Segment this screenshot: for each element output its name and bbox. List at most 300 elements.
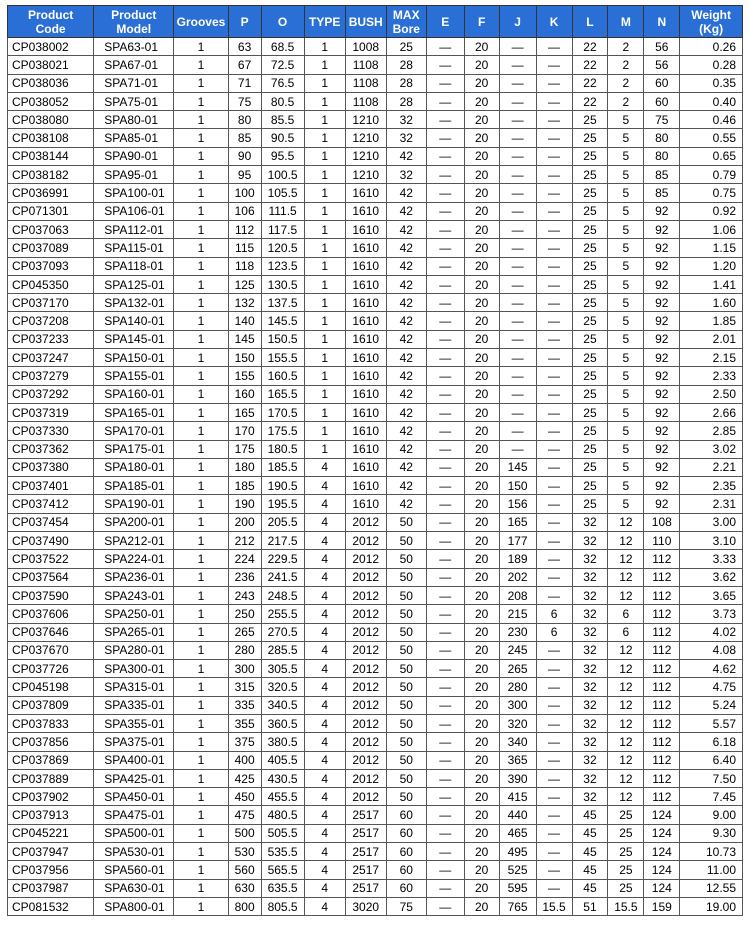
cell-product-model: SPA530-01	[94, 843, 174, 861]
cell-k: —	[536, 769, 572, 787]
cell-o: 205.5	[261, 513, 304, 531]
cell-p: 140	[228, 312, 261, 330]
cell-f: 20	[464, 568, 499, 586]
cell-weight: 1.41	[680, 275, 743, 293]
table-row	[8, 532, 743, 550]
cell-p: 280	[228, 641, 261, 659]
cell-k: —	[536, 550, 572, 568]
cell-n: 60	[644, 92, 680, 110]
cell-n: 112	[644, 605, 680, 623]
cell-type: 4	[304, 824, 345, 842]
cell-type: 1	[304, 330, 345, 348]
cell-bush: 2012	[345, 568, 386, 586]
cell-grooves: 1	[174, 623, 228, 641]
cell-f: 20	[464, 275, 499, 293]
cell-type: 4	[304, 897, 345, 915]
cell-f: 20	[464, 879, 499, 897]
header-n: N	[644, 6, 680, 38]
cell-o: 285.5	[261, 641, 304, 659]
cell-bush: 2012	[345, 532, 386, 550]
cell-j: —	[499, 385, 536, 403]
cell-p: 95	[228, 166, 261, 184]
cell-e: —	[426, 294, 464, 312]
cell-product-model: SPA630-01	[94, 879, 174, 897]
header-product-model: Product Model	[94, 6, 174, 38]
cell-l: 25	[572, 202, 608, 220]
cell-grooves: 1	[174, 330, 228, 348]
cell-e: —	[426, 367, 464, 385]
cell-k: —	[536, 184, 572, 202]
cell-product-code: CP037412	[8, 495, 94, 513]
cell-grooves: 1	[174, 861, 228, 879]
cell-o: 80.5	[261, 92, 304, 110]
cell-grooves: 1	[174, 440, 228, 458]
cell-product-code: CP037809	[8, 696, 94, 714]
table-row	[8, 458, 743, 476]
cell-product-model: SPA90-01	[94, 147, 174, 165]
cell-bush: 2012	[345, 733, 386, 751]
cell-type: 1	[304, 129, 345, 147]
cell-n: 124	[644, 824, 680, 842]
cell-k: —	[536, 843, 572, 861]
cell-m: 5	[608, 275, 644, 293]
cell-grooves: 1	[174, 349, 228, 367]
cell-p: 155	[228, 367, 261, 385]
cell-grooves: 1	[174, 312, 228, 330]
cell-o: 805.5	[261, 897, 304, 915]
cell-n: 92	[644, 458, 680, 476]
cell-j: 765	[499, 897, 536, 915]
cell-max-bore: 50	[386, 513, 426, 531]
cell-product-model: SPA265-01	[94, 623, 174, 641]
cell-n: 112	[644, 714, 680, 732]
cell-o: 505.5	[261, 824, 304, 842]
cell-grooves: 1	[174, 495, 228, 513]
cell-e: —	[426, 769, 464, 787]
cell-grooves: 1	[174, 513, 228, 531]
header-k: K	[536, 6, 572, 38]
cell-grooves: 1	[174, 751, 228, 769]
cell-o: 255.5	[261, 605, 304, 623]
cell-o: 565.5	[261, 861, 304, 879]
cell-o: 195.5	[261, 495, 304, 513]
cell-max-bore: 42	[386, 495, 426, 513]
header-l: L	[572, 6, 608, 38]
cell-e: —	[426, 74, 464, 92]
cell-j: —	[499, 422, 536, 440]
cell-j: 340	[499, 733, 536, 751]
cell-o: 105.5	[261, 184, 304, 202]
cell-j: —	[499, 440, 536, 458]
cell-m: 5	[608, 422, 644, 440]
cell-product-code: CP037947	[8, 843, 94, 861]
cell-j: —	[499, 111, 536, 129]
cell-f: 20	[464, 38, 499, 56]
cell-weight: 9.30	[680, 824, 743, 842]
cell-type: 4	[304, 751, 345, 769]
cell-type: 4	[304, 769, 345, 787]
cell-k: —	[536, 733, 572, 751]
cell-k: —	[536, 403, 572, 421]
cell-product-model: SPA85-01	[94, 129, 174, 147]
cell-n: 75	[644, 111, 680, 129]
cell-product-model: SPA175-01	[94, 440, 174, 458]
cell-l: 45	[572, 806, 608, 824]
cell-p: 800	[228, 897, 261, 915]
cell-p: 530	[228, 843, 261, 861]
cell-k: —	[536, 74, 572, 92]
header-bush: BUSH	[345, 6, 386, 38]
cell-f: 20	[464, 257, 499, 275]
cell-weight: 0.26	[680, 38, 743, 56]
cell-n: 85	[644, 166, 680, 184]
cell-type: 1	[304, 257, 345, 275]
table-row	[8, 824, 743, 842]
cell-weight: 12.55	[680, 879, 743, 897]
cell-type: 4	[304, 806, 345, 824]
cell-f: 20	[464, 147, 499, 165]
cell-bush: 2012	[345, 696, 386, 714]
cell-j: 177	[499, 532, 536, 550]
table-row	[8, 605, 743, 623]
cell-n: 92	[644, 202, 680, 220]
table-row	[8, 550, 743, 568]
cell-type: 4	[304, 641, 345, 659]
cell-type: 1	[304, 385, 345, 403]
cell-type: 1	[304, 56, 345, 74]
cell-j: 390	[499, 769, 536, 787]
cell-m: 5	[608, 440, 644, 458]
cell-product-model: SPA115-01	[94, 239, 174, 257]
cell-product-model: SPA75-01	[94, 92, 174, 110]
cell-p: 106	[228, 202, 261, 220]
cell-grooves: 1	[174, 422, 228, 440]
cell-product-code: CP038108	[8, 129, 94, 147]
cell-max-bore: 42	[386, 477, 426, 495]
cell-l: 32	[572, 605, 608, 623]
cell-max-bore: 32	[386, 129, 426, 147]
cell-k: —	[536, 349, 572, 367]
cell-n: 92	[644, 312, 680, 330]
table-row	[8, 751, 743, 769]
table-row	[8, 586, 743, 604]
cell-max-bore: 28	[386, 56, 426, 74]
cell-k: —	[536, 294, 572, 312]
cell-weight: 3.02	[680, 440, 743, 458]
table-row	[8, 422, 743, 440]
cell-m: 5	[608, 166, 644, 184]
cell-o: 340.5	[261, 696, 304, 714]
cell-m: 12	[608, 696, 644, 714]
cell-l: 32	[572, 660, 608, 678]
cell-product-model: SPA475-01	[94, 806, 174, 824]
cell-f: 20	[464, 714, 499, 732]
cell-m: 12	[608, 532, 644, 550]
cell-m: 12	[608, 751, 644, 769]
cell-product-code: CP038036	[8, 74, 94, 92]
cell-j: 280	[499, 678, 536, 696]
cell-e: —	[426, 184, 464, 202]
cell-weight: 0.35	[680, 74, 743, 92]
cell-j: 465	[499, 824, 536, 842]
cell-product-model: SPA145-01	[94, 330, 174, 348]
cell-j: 525	[499, 861, 536, 879]
cell-p: 425	[228, 769, 261, 787]
cell-max-bore: 50	[386, 678, 426, 696]
cell-p: 450	[228, 788, 261, 806]
cell-f: 20	[464, 623, 499, 641]
cell-e: —	[426, 879, 464, 897]
cell-max-bore: 50	[386, 714, 426, 732]
cell-j: 215	[499, 605, 536, 623]
table-row	[8, 184, 743, 202]
cell-o: 180.5	[261, 440, 304, 458]
cell-n: 92	[644, 220, 680, 238]
cell-o: 535.5	[261, 843, 304, 861]
table-row	[8, 275, 743, 293]
cell-product-model: SPA560-01	[94, 861, 174, 879]
cell-product-code: CP037089	[8, 239, 94, 257]
cell-o: 90.5	[261, 129, 304, 147]
cell-weight: 0.55	[680, 129, 743, 147]
cell-j: —	[499, 367, 536, 385]
cell-product-model: SPA236-01	[94, 568, 174, 586]
cell-n: 110	[644, 532, 680, 550]
cell-max-bore: 42	[386, 202, 426, 220]
cell-l: 25	[572, 403, 608, 421]
cell-n: 112	[644, 696, 680, 714]
cell-p: 63	[228, 38, 261, 56]
cell-o: 380.5	[261, 733, 304, 751]
cell-p: 132	[228, 294, 261, 312]
cell-max-bore: 42	[386, 440, 426, 458]
cell-k: —	[536, 879, 572, 897]
cell-f: 20	[464, 678, 499, 696]
cell-weight: 2.85	[680, 422, 743, 440]
cell-n: 112	[644, 751, 680, 769]
cell-j: —	[499, 294, 536, 312]
cell-p: 150	[228, 349, 261, 367]
table-row	[8, 660, 743, 678]
table-header-row	[8, 6, 743, 38]
cell-grooves: 1	[174, 403, 228, 421]
cell-product-code: CP037889	[8, 769, 94, 787]
cell-weight: 0.28	[680, 56, 743, 74]
cell-f: 20	[464, 477, 499, 495]
cell-o: 217.5	[261, 532, 304, 550]
cell-product-code: CP037856	[8, 733, 94, 751]
cell-o: 85.5	[261, 111, 304, 129]
header-j: J	[499, 6, 536, 38]
cell-o: 100.5	[261, 166, 304, 184]
cell-type: 1	[304, 294, 345, 312]
cell-l: 32	[572, 641, 608, 659]
cell-type: 1	[304, 275, 345, 293]
cell-max-bore: 42	[386, 294, 426, 312]
cell-type: 1	[304, 92, 345, 110]
cell-product-code: CP037093	[8, 257, 94, 275]
cell-grooves: 1	[174, 184, 228, 202]
cell-max-bore: 42	[386, 147, 426, 165]
cell-l: 25	[572, 349, 608, 367]
cell-product-model: SPA112-01	[94, 220, 174, 238]
cell-p: 236	[228, 568, 261, 586]
cell-p: 115	[228, 239, 261, 257]
cell-product-code: CP038182	[8, 166, 94, 184]
cell-product-code: CP037902	[8, 788, 94, 806]
cell-weight: 0.75	[680, 184, 743, 202]
cell-m: 5	[608, 220, 644, 238]
cell-bush: 1610	[345, 220, 386, 238]
cell-o: 405.5	[261, 751, 304, 769]
cell-weight: 2.35	[680, 477, 743, 495]
header-max-bore: MAX Bore	[386, 6, 426, 38]
cell-f: 20	[464, 330, 499, 348]
cell-bush: 1610	[345, 330, 386, 348]
cell-weight: 11.00	[680, 861, 743, 879]
cell-f: 20	[464, 385, 499, 403]
cell-weight: 7.45	[680, 788, 743, 806]
cell-f: 20	[464, 897, 499, 915]
cell-k: —	[536, 477, 572, 495]
cell-grooves: 1	[174, 641, 228, 659]
cell-k: —	[536, 495, 572, 513]
cell-e: —	[426, 202, 464, 220]
cell-grooves: 1	[174, 769, 228, 787]
cell-weight: 6.18	[680, 733, 743, 751]
cell-product-code: CP037401	[8, 477, 94, 495]
cell-o: 480.5	[261, 806, 304, 824]
cell-type: 1	[304, 440, 345, 458]
cell-product-code: CP081532	[8, 897, 94, 915]
cell-j: —	[499, 56, 536, 74]
cell-product-code: CP037490	[8, 532, 94, 550]
cell-bush: 2012	[345, 788, 386, 806]
cell-l: 32	[572, 788, 608, 806]
cell-p: 90	[228, 147, 261, 165]
cell-bush: 2517	[345, 861, 386, 879]
cell-weight: 5.24	[680, 696, 743, 714]
cell-m: 12	[608, 568, 644, 586]
cell-product-code: CP037233	[8, 330, 94, 348]
table-row	[8, 641, 743, 659]
cell-max-bore: 60	[386, 806, 426, 824]
cell-l: 25	[572, 312, 608, 330]
cell-m: 6	[608, 605, 644, 623]
cell-l: 25	[572, 458, 608, 476]
cell-bush: 2012	[345, 678, 386, 696]
cell-l: 32	[572, 769, 608, 787]
cell-l: 22	[572, 92, 608, 110]
table-row	[8, 568, 743, 586]
cell-type: 4	[304, 458, 345, 476]
cell-n: 56	[644, 38, 680, 56]
cell-product-code: CP037987	[8, 879, 94, 897]
cell-j: —	[499, 74, 536, 92]
cell-m: 5	[608, 129, 644, 147]
cell-product-model: SPA125-01	[94, 275, 174, 293]
cell-max-bore: 50	[386, 641, 426, 659]
cell-l: 25	[572, 184, 608, 202]
cell-p: 224	[228, 550, 261, 568]
cell-e: —	[426, 897, 464, 915]
cell-e: —	[426, 843, 464, 861]
cell-j: —	[499, 257, 536, 275]
cell-bush: 1610	[345, 202, 386, 220]
cell-grooves: 1	[174, 477, 228, 495]
table-row	[8, 129, 743, 147]
cell-type: 4	[304, 623, 345, 641]
cell-product-model: SPA165-01	[94, 403, 174, 421]
cell-type: 4	[304, 788, 345, 806]
cell-n: 80	[644, 147, 680, 165]
cell-n: 80	[644, 129, 680, 147]
cell-j: 595	[499, 879, 536, 897]
cell-m: 2	[608, 74, 644, 92]
cell-f: 20	[464, 550, 499, 568]
cell-j: —	[499, 147, 536, 165]
cell-o: 155.5	[261, 349, 304, 367]
cell-product-code: CP045350	[8, 275, 94, 293]
cell-max-bore: 42	[386, 349, 426, 367]
cell-product-model: SPA80-01	[94, 111, 174, 129]
cell-m: 12	[608, 678, 644, 696]
cell-k: —	[536, 220, 572, 238]
cell-bush: 3020	[345, 897, 386, 915]
cell-m: 5	[608, 111, 644, 129]
cell-bush: 2012	[345, 641, 386, 659]
cell-grooves: 1	[174, 56, 228, 74]
cell-max-bore: 50	[386, 550, 426, 568]
cell-type: 4	[304, 696, 345, 714]
table-row	[8, 312, 743, 330]
cell-k: —	[536, 166, 572, 184]
cell-l: 32	[572, 513, 608, 531]
cell-e: —	[426, 696, 464, 714]
cell-o: 145.5	[261, 312, 304, 330]
cell-product-model: SPA450-01	[94, 788, 174, 806]
cell-m: 5	[608, 294, 644, 312]
cell-l: 25	[572, 294, 608, 312]
cell-grooves: 1	[174, 678, 228, 696]
cell-m: 5	[608, 403, 644, 421]
cell-n: 92	[644, 422, 680, 440]
cell-product-model: SPA180-01	[94, 458, 174, 476]
table-row	[8, 696, 743, 714]
cell-p: 250	[228, 605, 261, 623]
cell-bush: 2012	[345, 550, 386, 568]
cell-k: —	[536, 275, 572, 293]
cell-l: 32	[572, 532, 608, 550]
cell-o: 241.5	[261, 568, 304, 586]
header-product-code: Product Code	[8, 6, 94, 38]
cell-bush: 1610	[345, 495, 386, 513]
cell-product-code: CP037319	[8, 403, 94, 421]
cell-max-bore: 42	[386, 367, 426, 385]
cell-j: —	[499, 349, 536, 367]
table-row	[8, 111, 743, 129]
cell-n: 112	[644, 586, 680, 604]
cell-k: —	[536, 440, 572, 458]
cell-weight: 0.40	[680, 92, 743, 110]
cell-e: —	[426, 440, 464, 458]
cell-m: 5	[608, 147, 644, 165]
cell-e: —	[426, 220, 464, 238]
cell-l: 45	[572, 843, 608, 861]
cell-product-model: SPA250-01	[94, 605, 174, 623]
cell-k: —	[536, 147, 572, 165]
cell-type: 4	[304, 660, 345, 678]
